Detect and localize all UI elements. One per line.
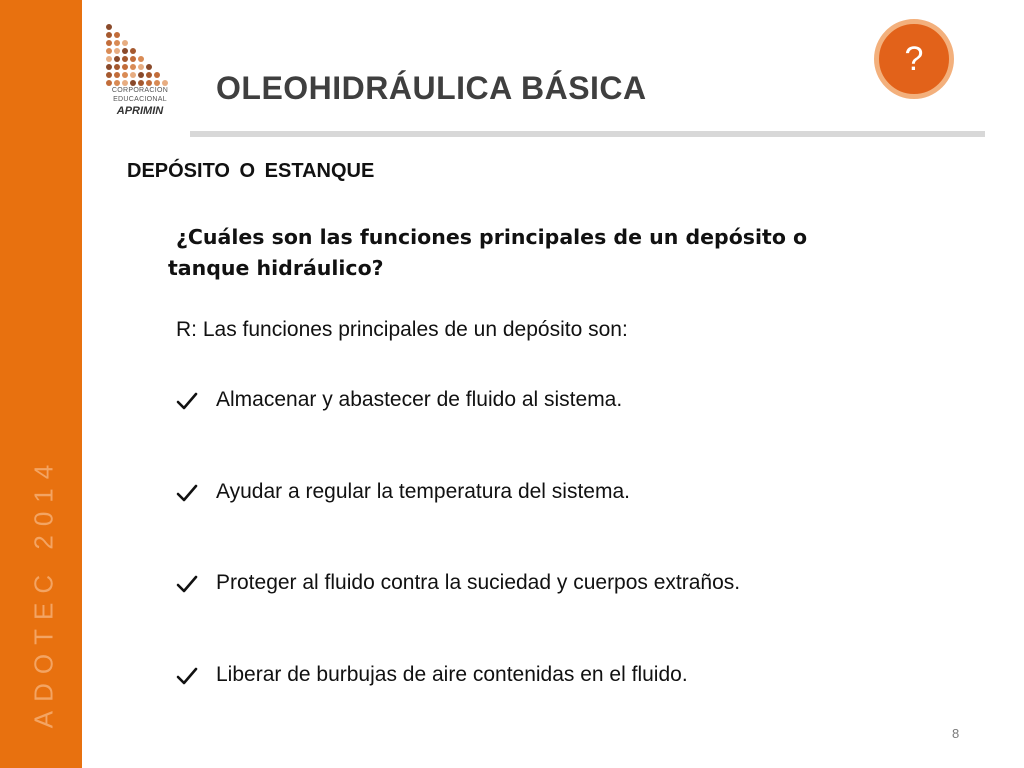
- logo-text-line2: EDUCACIONAL: [113, 96, 167, 103]
- check-icon: [176, 573, 198, 595]
- logo-text-line1: CORPORACION: [111, 87, 169, 94]
- answer-intro: R: Las funciones principales de un depósito son:: [176, 318, 628, 341]
- sidebar: [0, 0, 82, 768]
- logo-text-line3: APRIMIN: [116, 105, 164, 117]
- check-icon: [176, 482, 198, 504]
- section-heading: DEPÓSITO O ESTANQUE: [127, 160, 375, 182]
- help-button[interactable]: ?: [874, 19, 954, 99]
- sidebar-text: ADOTEC 2014: [28, 455, 59, 729]
- list-item-text: Liberar de burbujas de aire contenidas en el fluido.: [216, 663, 688, 686]
- question-text: ¿Cuáles son las funciones principales de un depósito o tanque hidráulico?: [168, 225, 808, 280]
- logo-icon: [104, 22, 174, 118]
- page-number: 8: [952, 726, 960, 741]
- page-title: OLEOHIDRÁULICA BÁSICA: [216, 70, 647, 106]
- list-item-text: Ayudar a regular la temperatura del sistema.: [216, 480, 630, 503]
- check-icon: [176, 665, 198, 687]
- title-divider: [190, 131, 985, 137]
- check-icon: [176, 390, 198, 412]
- list-item-text: Proteger al fluido contra la suciedad y cuerpos extraños.: [216, 571, 741, 594]
- list-item-text: Almacenar y abastecer de fluido al sistema.: [216, 388, 623, 411]
